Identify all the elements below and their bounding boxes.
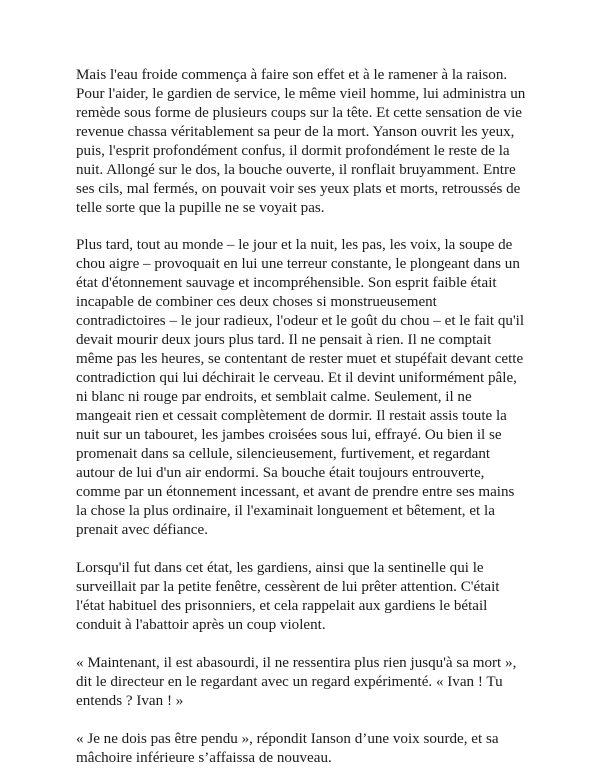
paragraph-5: « Je ne dois pas être pendu », répondit Ianson d’une voix sourde, et sa mâchoire inférieure s’affaissa de nouveau.: [76, 731, 499, 766]
paragraph-3: Lorsqu'il fut dans cet état, les gardiens, ainsi que la sentinelle qui le surveillait par la petite fenêtre, cessèrent de lui prêter attention. C'était l'état habituel des prisonniers, et cela rappelait aux gardiens le bétail conduit à l'abattoir après un coup violent.: [76, 560, 500, 633]
document-body: [76, 66, 528, 768]
paragraph-1: Mais l'eau froide commença à faire son effet et à le ramener à la raison. Pour l'aider, le gardien de service, le même vieil homme, lui administra un remède sous forme de plusieurs coups sur la tête. Et cette sensation de vie revenue chassa véritablement sa peur de la mort. Yanson ouvrit les yeux, puis, l'esprit profondément confus, il dormit profondément le reste de la nuit. Allongé sur le dos, la bouche ouverte, il ronflait bruyamment. Entre ses cils, mal fermés, on pouvait voir ses yeux plats et morts, retroussés de telle sorte que la pupille ne se voyait pas.: [76, 67, 526, 216]
paragraph-2: Plus tard, tout au monde – le jour et la nuit, les pas, les voix, la soupe de chou aigre – provoquait en lui une terreur constante, le plongeant dans un état d'étonnement sauvage et incompréhensible. Son esprit faible était incapable de combiner ces deux choses si monstrueusement contradictoires – le jour radieux, l'odeur et le goût du chou – et le fait qu'il devait mourir deux jours plus tard. Il ne pensait à rien. Il ne comptait même pas les heures, se contentant de rester muet et stupéfait devant cette contradiction qui lui déchirait le cerveau. Et il devint uniformément pâle, ni blanc ni rouge par endroits, et semblait calme. Seulement, il ne mangeait rien et cessait complètement de dormir. Il restait assis toute la nuit sur un tabouret, les jambes croisées sous lui, effrayé. Ou bien il se promenait dans sa cellule, silencieusement, furtivement, et regardant autour de lui d'un air endormi. Sa bouche était toujours entrouverte, comme par un étonnement incessant, et avant de prendre entre ses mains la chose la plus ordinaire, il l'examinait longuement et bêtement, et la prenait avec défiance.: [76, 237, 525, 538]
paragraph-4: « Maintenant, il est abasourdi, il ne ressentira plus rien jusqu'à sa mort », dit le directeur en le regardant avec un regard expérimenté. « Ivan ! Tu entends ? Ivan ! »: [76, 655, 517, 709]
